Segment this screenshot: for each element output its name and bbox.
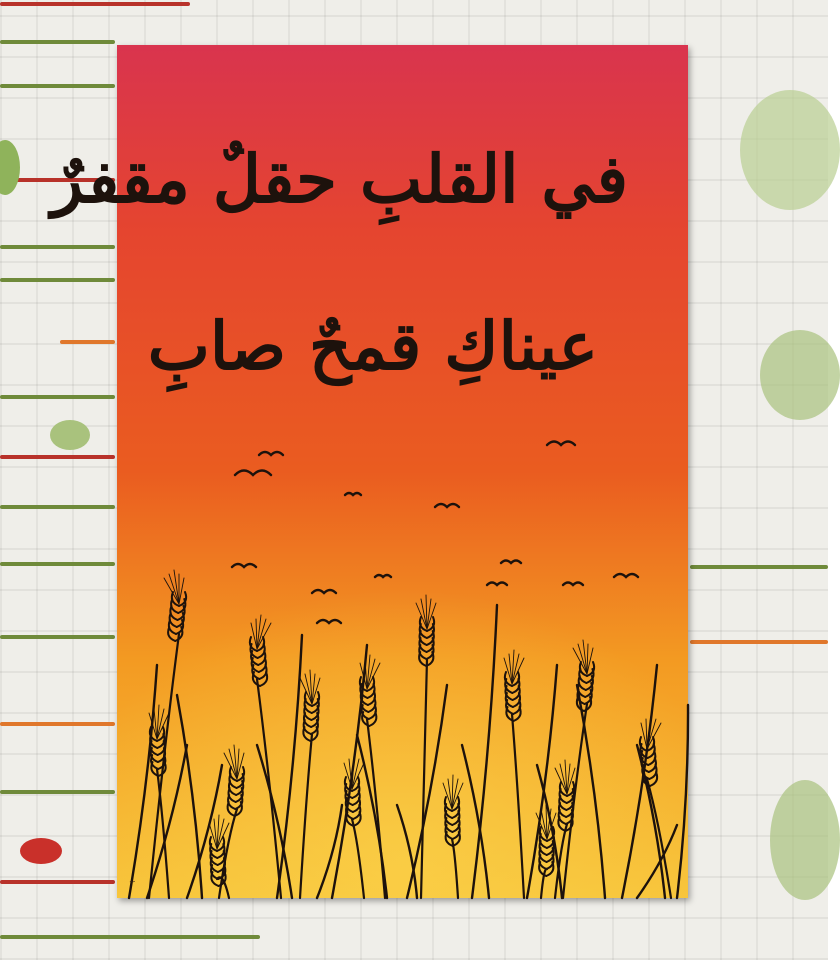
fabric-stripe — [0, 245, 115, 249]
fabric-stripe — [0, 278, 115, 282]
fabric-stripe — [0, 40, 115, 44]
golden-glow — [117, 445, 688, 898]
fabric-stripe — [0, 84, 115, 88]
fabric-dot-pattern — [20, 838, 62, 864]
fabric-stripe — [0, 935, 260, 939]
fabric-stripe — [0, 2, 190, 6]
fabric-leaf-pattern — [770, 780, 840, 900]
calligraphy-line-1: في القلبِ حقلٌ مقفرٌ — [51, 140, 628, 218]
fabric-stripe — [0, 455, 115, 459]
calligraphy-line-2: عيناكِ قمحٌ صابِ — [147, 307, 598, 385]
fabric-leaf-pattern — [760, 330, 840, 420]
fabric-stripe — [60, 340, 115, 344]
fabric-leaf-pattern — [740, 90, 840, 210]
fabric-stripe — [0, 562, 115, 566]
fabric-stripe — [0, 790, 115, 794]
fabric-stripe — [690, 640, 828, 644]
fabric-stripe — [0, 722, 115, 726]
artist-signature: ~ — [129, 877, 136, 886]
fabric-leaf-pattern — [0, 140, 20, 195]
fabric-leaf-pattern — [50, 420, 90, 450]
fabric-stripe — [0, 635, 115, 639]
fabric-stripe — [690, 565, 828, 569]
fabric-stripe — [0, 880, 115, 884]
painted-canvas — [51, 45, 688, 898]
fabric-stripe — [0, 505, 115, 509]
fabric-stripe — [0, 395, 115, 399]
